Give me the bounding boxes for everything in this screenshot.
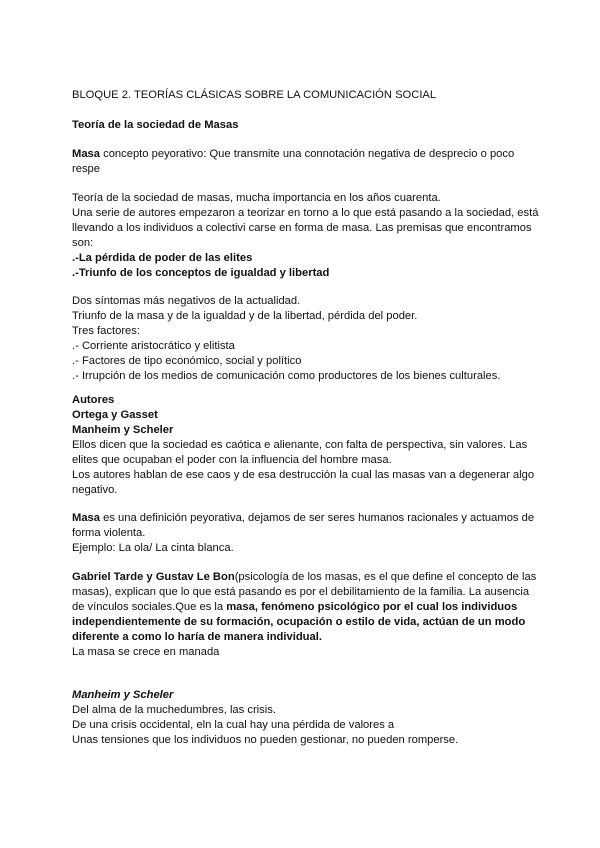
masa-definition-text: concepto peyorativo: Que transmite una connotación negativa de desprecio o poco respe <box>72 148 515 175</box>
example-line: Ejemplo: La ola/ La cinta blanca. <box>72 542 234 554</box>
manheim-scheler-line: Del alma de la muchedumbres, las crisis. <box>72 704 276 716</box>
manheim-scheler-line: Unas tensiones que los individuos no pueden gestionar, no pueden romperse. <box>72 734 459 746</box>
masa-second-text: es una definición peyorativa, dejamos de ser seres humanos racionales y actuamos de forma violenta. <box>72 512 535 539</box>
intro-paragraph <box>72 191 542 281</box>
document-heading: BLOQUE 2. TEORÍAS CLÁSICAS SOBRE LA COMUNICACIÓN SOCIAL <box>72 89 437 101</box>
symptoms-paragraph <box>72 294 542 384</box>
authors-section <box>72 393 542 498</box>
factor-item: .- Factores de tipo económico, social y político <box>72 355 302 367</box>
premise-item: .-La pérdida de poder de las elites <box>72 252 253 264</box>
factor-item: .- Irrupción de los medios de comunicación como productores de los bienes culturales. <box>72 370 501 382</box>
symptoms-line: Triunfo de la masa y de la igualdad y de la libertad, pérdida del poder. <box>72 310 418 322</box>
masa-term: Masa <box>72 148 100 160</box>
masa-term: Masa <box>72 512 100 524</box>
author-name: Manheim y Scheler <box>72 424 174 436</box>
masa-second-paragraph <box>72 511 542 541</box>
manheim-scheler-line: De una crisis occidental, eln la cual hay una pérdida de valores a <box>72 719 395 731</box>
manheim-scheler-title: Manheim y Scheler <box>72 689 174 701</box>
masa-definition <box>72 147 542 177</box>
intro-line: Teoría de la sociedad de masas, mucha importancia en los años cuarenta. <box>72 192 441 204</box>
authors-title: Autores <box>72 394 115 406</box>
tarde-lebon-bold-text: masa, fenómeno psicológico por el cual los individuos independientemente de su formación, ocupación o estilo de vida, actúan de un modo diferente a como lo haría de manera individual. <box>72 601 526 643</box>
tarde-lebon-paragraph <box>72 570 542 645</box>
masa-second-definition <box>72 511 542 556</box>
tarde-lebon-section <box>72 570 542 660</box>
manheim-scheler-section <box>72 688 542 748</box>
factor-item: .- Corriente aristocrático y elitista <box>72 340 235 352</box>
intro-line: Una serie de autores empezaron a teorizar en torno a lo que está pasando a la sociedad, está llevando a los individuos a colectivi carse en forma de masa. Las premisas que encontramos son: <box>72 207 539 249</box>
tarde-lebon-last-line: La masa se crece en manada <box>72 646 220 658</box>
section-title: Teoría de la sociedad de Masas <box>72 119 239 131</box>
tarde-lebon-text: (psicología de los masas, es el que define el concepto de las masas), explican que lo que está pasando es por el debilitamiento de la familia. La ausencia de vínculos sociales.Que es la <box>72 571 537 613</box>
tarde-lebon-names: Gabriel Tarde y Gustav Le Bon <box>72 571 235 583</box>
symptoms-line: Tres factores: <box>72 325 140 337</box>
author-name: Ortega y Gasset <box>72 409 158 421</box>
symptoms-line: Dos síntomas más negativos de la actualidad. <box>72 295 301 307</box>
authors-paragraph: Los autores hablan de ese caos y de esa destrucción la cual las masas van a degenerar algo negativo. <box>72 469 535 496</box>
authors-paragraph: Ellos dicen que la sociedad es caótica e alienante, con falta de perspectiva, sin valores. Las elites que ocupaban el poder con la influencia del hombre masa. <box>72 439 528 466</box>
premise-item: .-Triunfo de los conceptos de igualdad y libertad <box>72 267 330 279</box>
